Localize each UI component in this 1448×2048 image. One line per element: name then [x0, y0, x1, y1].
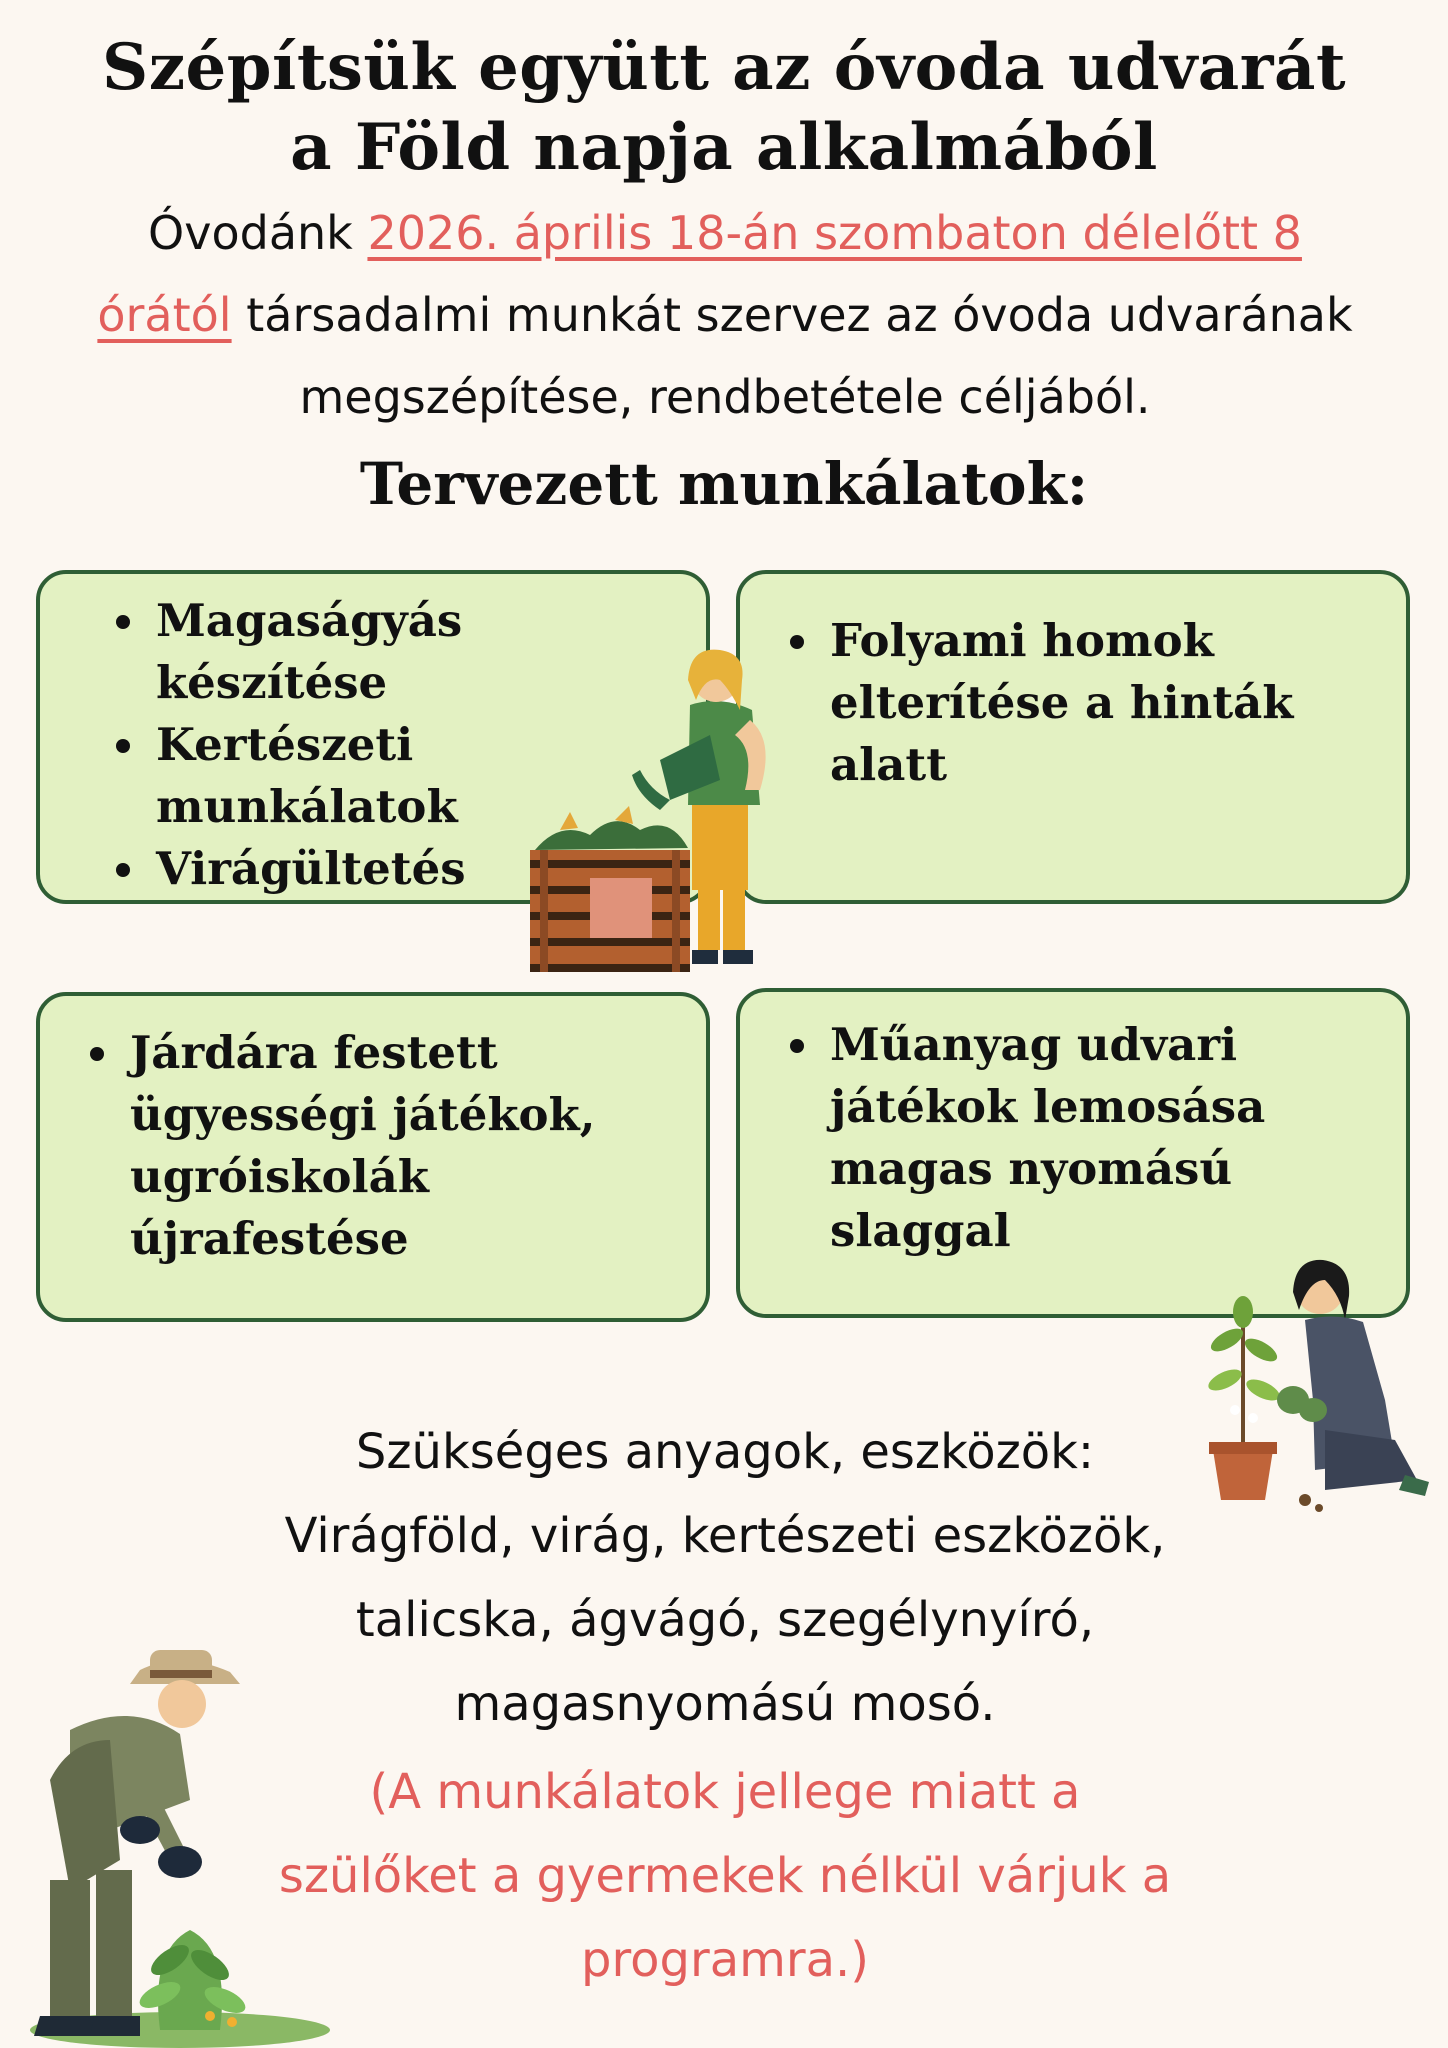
intro-prefix: Óvodánk — [148, 206, 368, 260]
task-box-3 — [36, 992, 710, 1322]
parent-note — [140, 1750, 1310, 2002]
task-item: Kertészeti munkálatok — [112, 714, 456, 838]
title-line-2: a Föld napja alkalmából — [290, 110, 1158, 185]
materials-line: magasnyomású mosó. — [454, 1676, 996, 1732]
note-line: programra.) — [580, 1932, 870, 1988]
task-item: Magaságyás készítése — [112, 590, 456, 714]
materials-line: Virágföld, virág, kertészeti eszközök, — [284, 1508, 1166, 1564]
materials-section — [140, 1410, 1310, 1746]
task-list-3 — [86, 1022, 706, 1270]
compost-bin-icon — [530, 806, 690, 972]
task-item: Folyami homok elterítése a hinták alatt — [786, 610, 1396, 796]
note-line: (A munkálatok jellege miatt a — [369, 1764, 1081, 1820]
materials-heading: Szükséges anyagok, eszközök: — [355, 1424, 1095, 1480]
task-list-1 — [112, 590, 466, 900]
tasks-heading: Tervezett munkálatok: — [359, 450, 1089, 518]
intro-paragraph — [80, 192, 1370, 438]
materials-line: talicska, ágvágó, szegélynyíró, — [355, 1592, 1095, 1648]
task-item: Járdára festett ügyességi játékok, ugróiskolák újrafestése — [86, 1022, 706, 1270]
task-box-2 — [736, 570, 1410, 904]
event-date-highlight: 2026. április 18-án szombaton délelőtt 8 órától — [97, 206, 1302, 342]
task-item: Műanyag udvari játékok lemosása magas nyomású slaggal — [786, 1014, 1350, 1262]
page-title — [0, 28, 1448, 188]
woman-composting-illustration — [520, 640, 800, 990]
task-list-4 — [786, 1014, 1396, 1262]
task-list-2 — [786, 610, 1396, 796]
note-line: szülőket a gyermekek nélkül várjuk a — [278, 1848, 1172, 1904]
title-line-1: Szépítsük együtt az óvoda udvarát — [101, 30, 1347, 105]
intro-suffix: társadalmi munkát szervez az óvoda udvarának megszépítése, rendbetétele céljából. — [231, 288, 1353, 424]
task-item: Virágültetés — [112, 838, 466, 900]
